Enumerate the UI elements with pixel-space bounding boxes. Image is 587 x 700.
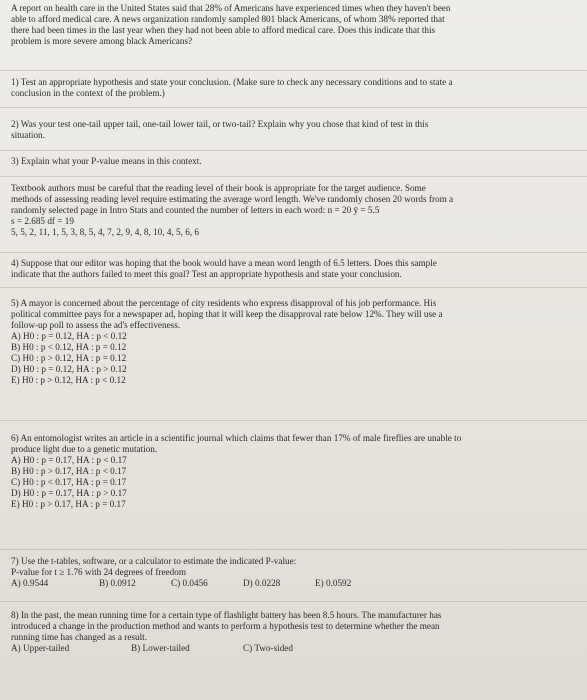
- answer-option[interactable]: B) H0 : p < 0.12, HA : p = 0.12: [11, 342, 127, 352]
- textbook-line: Textbook authors must be careful that the reading level of their book is appropriate for the target audience. Some: [11, 183, 426, 193]
- answer-option[interactable]: E) 0.0592: [315, 578, 352, 588]
- answer-option[interactable]: E) H0 : p > 0.17, HA : p = 0.17: [11, 499, 126, 509]
- answer-options-row: [11, 578, 579, 589]
- intro-line: problem is more severe among black Americans?: [11, 36, 193, 46]
- divider: [0, 252, 587, 253]
- answer-options-row: [11, 643, 579, 654]
- intro-line: A report on health care in the United States said that 28% of Americans have experienced times when they haven't been: [11, 3, 451, 13]
- question-3-line: 3) Explain what your P-value means in this context.: [11, 156, 202, 166]
- question-1-line: conclusion in the context of the problem.): [11, 88, 165, 98]
- divider: [0, 176, 587, 177]
- divider: [0, 107, 587, 108]
- question-6-line: produce light due to a genetic mutation.: [11, 444, 158, 454]
- question-5-line: 5) A mayor is concerned about the percentage of city residents who express disapproval of his job performance. His: [11, 298, 437, 308]
- question-6-line: 6) An entomologist writes an article in a scientific journal which claims that fewer than 17% of male fireflies are unable to: [11, 433, 462, 443]
- question-5-line: follow-up poll to assess the ad's effectiveness.: [11, 320, 181, 330]
- question-1-line: 1) Test an appropriate hypothesis and state your conclusion. (Make sure to check any necessary conditions and to state a: [11, 77, 453, 87]
- question-7: [11, 556, 579, 589]
- question-8-line: 8) In the past, the mean running time for a certain type of flashlight battery has been 8.5 hours. The manufacturer has: [11, 610, 442, 620]
- question-4: [11, 258, 579, 280]
- answer-option[interactable]: B) Lower-tailed: [131, 643, 190, 653]
- question-8-line: introduced a change in the production method and wants to perform a hypothesis test to determine whether the mean: [11, 621, 440, 631]
- question-2: [11, 119, 579, 141]
- divider: [0, 150, 587, 151]
- question-8: [11, 610, 579, 654]
- intro-paragraph: [11, 3, 579, 47]
- answer-option[interactable]: D) H0 : p = 0.17, HA : p > 0.17: [11, 488, 127, 498]
- textbook-line: methods of assessing reading level require estimating the average word length. We've randomly chosen 20 words from a: [11, 194, 454, 204]
- question-5: [11, 298, 579, 386]
- question-2-line: 2) Was your test one-tail upper tail, one-tail lower tail, or two-tail? Explain why you chose that kind of test in this: [11, 119, 429, 129]
- answer-option[interactable]: A) H0 : p = 0.12, HA : p < 0.12: [11, 331, 127, 341]
- answer-option[interactable]: A) Upper-tailed: [11, 643, 70, 653]
- textbook-data-line: 5, 5, 2, 11, 1, 5, 3, 8, 5, 4, 7, 2, 9, 4, 8, 10, 4, 5, 6, 6: [11, 227, 200, 237]
- question-5-line: political committee pays for a newspaper ad, hoping that it will keep the disapproval rate below 12%. They will use a: [11, 309, 443, 319]
- question-3: [11, 156, 579, 167]
- intro-line: able to afford medical care. A news organization randomly sampled 801 black Americans, of whom 38% reported that: [11, 14, 445, 24]
- question-7-line: 7) Use the t-tables, software, or a calculator to estimate the indicated P-value:: [11, 556, 297, 566]
- textbook-line: randomly selected page in Intro Stats and counted the number of letters in each word: n = 20 ȳ = 5.5: [11, 205, 380, 215]
- answer-option[interactable]: C) 0.0456: [171, 578, 208, 588]
- answer-option[interactable]: D) H0 : p = 0.12, HA : p > 0.12: [11, 364, 127, 374]
- question-4-line: indicate that the authors failed to meet this goal? Test an appropriate hypothesis and state your conclusion.: [11, 269, 402, 279]
- divider: [0, 601, 587, 602]
- answer-option[interactable]: C) H0 : p < 0.17, HA : p = 0.17: [11, 477, 127, 487]
- answer-option[interactable]: D) 0.0228: [243, 578, 281, 588]
- question-2-line: situation.: [11, 130, 45, 140]
- divider: [0, 549, 587, 550]
- question-6: [11, 433, 579, 510]
- question-7-line: P-value for t ≥ 1.76 with 24 degrees of freedom: [11, 567, 186, 577]
- textbook-stats-line: s = 2.685 df = 19: [11, 216, 74, 226]
- answer-option[interactable]: A) 0.9544: [11, 578, 49, 588]
- question-8-line: running time has changed as a result.: [11, 632, 147, 642]
- answer-option[interactable]: B) 0.0912: [99, 578, 136, 588]
- answer-option[interactable]: C) H0 : p > 0.12, HA : p = 0.12: [11, 353, 127, 363]
- answer-option[interactable]: B) H0 : p > 0.17, HA : p < 0.17: [11, 466, 127, 476]
- divider: [0, 287, 587, 288]
- question-1: [11, 77, 579, 99]
- textbook-problem: [11, 183, 579, 238]
- answer-option[interactable]: E) H0 : p > 0.12, HA : p < 0.12: [11, 375, 126, 385]
- divider: [0, 420, 587, 421]
- divider: [0, 70, 587, 71]
- answer-option[interactable]: A) H0 : p = 0.17, HA : p < 0.17: [11, 455, 127, 465]
- answer-option[interactable]: C) Two-sided: [243, 643, 293, 653]
- question-4-line: 4) Suppose that our editor was hoping that the book would have a mean word length of 6.5 letters. Does this sample: [11, 258, 437, 268]
- intro-line: there had been times in the last year when they had not been able to afford medical care. Does this indicate that this: [11, 25, 436, 35]
